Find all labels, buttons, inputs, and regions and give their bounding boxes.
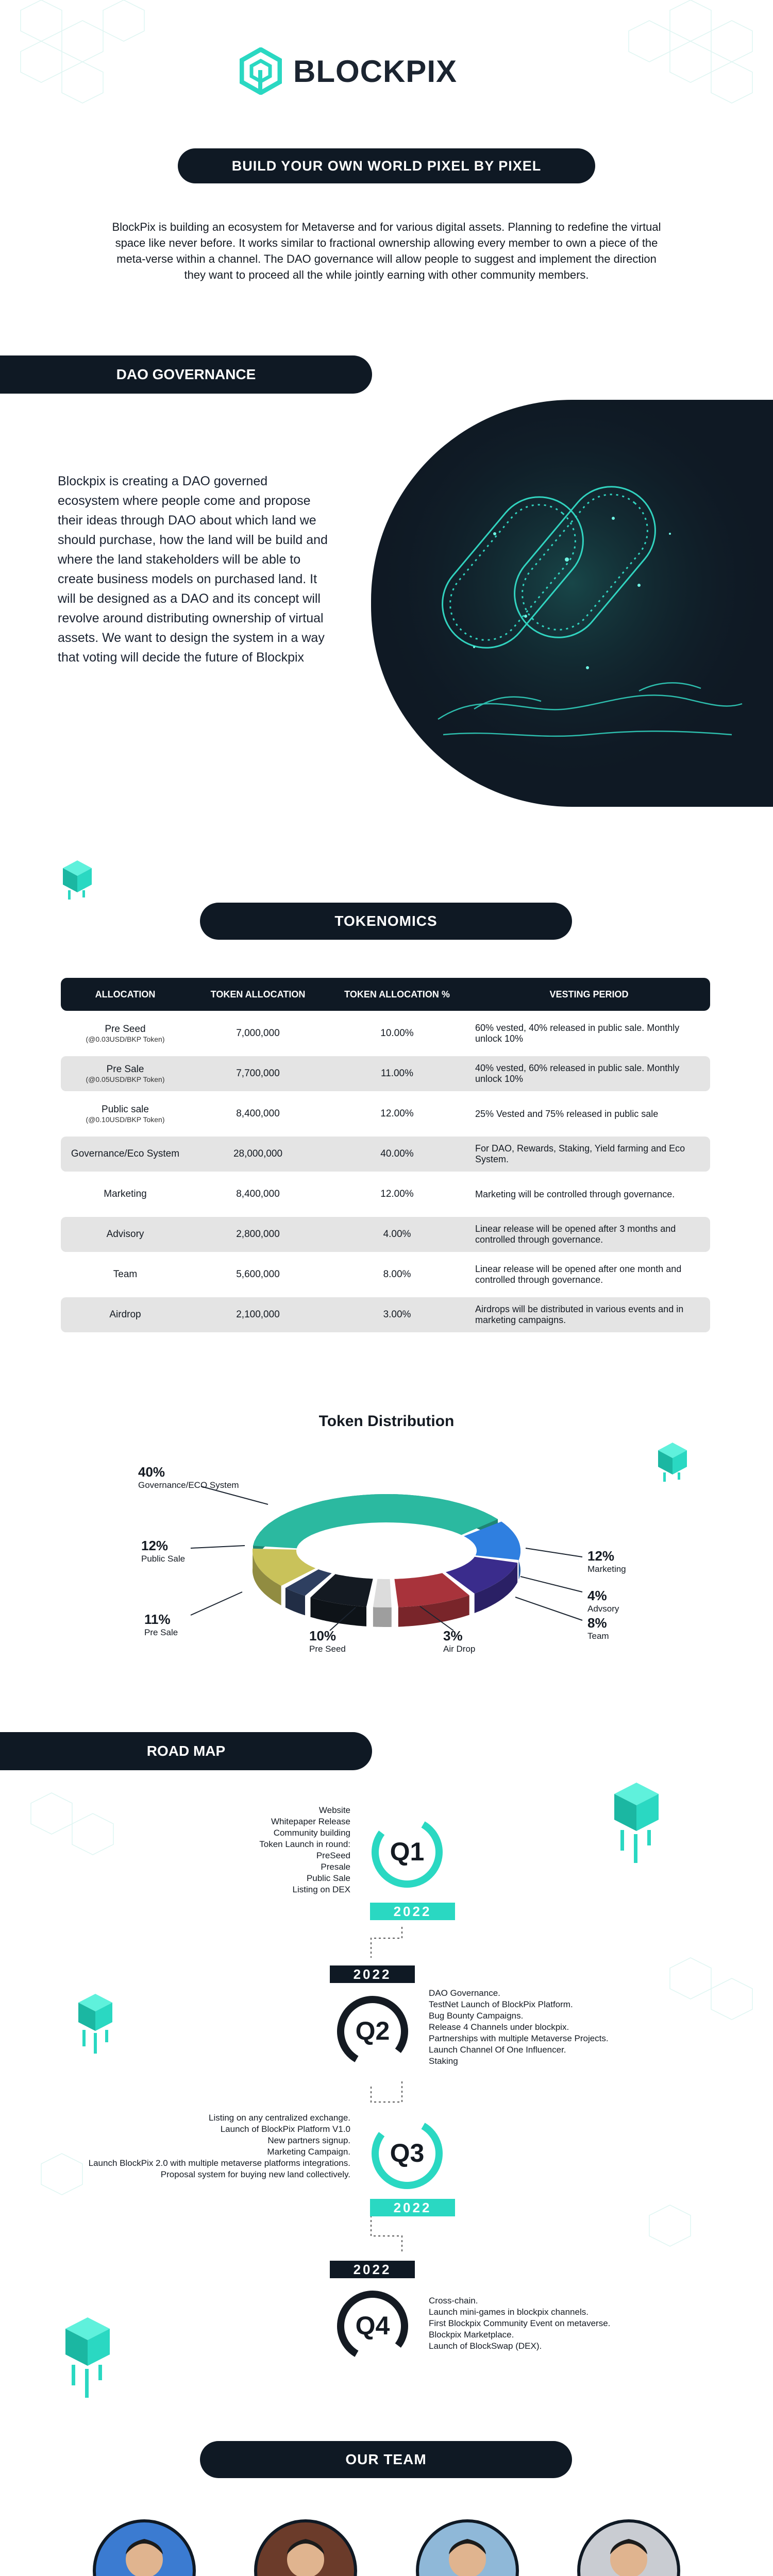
tokenomics-heading bbox=[200, 903, 572, 940]
cell-pct: 4.00% bbox=[326, 1217, 468, 1252]
roadmap-q4-badge bbox=[334, 2287, 411, 2365]
table-row bbox=[61, 1056, 710, 1091]
intro-line: they want to proceed all the while jointly earning with other community members. bbox=[184, 268, 589, 281]
cell-tokens: 8,400,000 bbox=[236, 1189, 280, 1199]
roadmap-item: First Blockpix Community Event on metaverse. bbox=[429, 2318, 611, 2328]
q2-year-text: 2022 bbox=[353, 1966, 392, 1982]
col-header-token-allocation: TOKEN ALLOCATION bbox=[190, 978, 326, 1011]
roadmap-q2-items bbox=[429, 1988, 645, 2067]
roadmap-item: Launch mini-games in blockpix channels. bbox=[429, 2307, 589, 2317]
cell-allocation bbox=[61, 1056, 190, 1091]
tagline-text: BUILD YOUR OWN WORLD PIXEL BY PIXEL bbox=[231, 158, 542, 174]
dao-heading-text: DAO GOVERNANCE bbox=[116, 366, 256, 382]
col-header-allocation: ALLOCATION bbox=[61, 978, 190, 1011]
tokenomics-table-wrap bbox=[61, 973, 710, 1337]
chart-category-label: Pre Seed bbox=[309, 1644, 346, 1654]
roadmap-item: Listing on DEX bbox=[292, 1885, 350, 1894]
cell-allocation bbox=[61, 1217, 190, 1252]
roadmap-q3-badge bbox=[368, 2115, 446, 2192]
cell-tokens: 8,400,000 bbox=[236, 1108, 280, 1119]
brand-logo[interactable] bbox=[240, 47, 457, 95]
dao-body-text: Blockpix is creating a DAO governed ecosystem where people come and propose their ideas through DAO about which land we should purchase, how the land will be build and where the land stakeholders will be able to create business models on purchased land. It will be designed as a DAO and its concept will revolve around distributing ownership of virtual assets. We want to design the system in a way that voting will decide the future of Blockpix bbox=[58, 474, 328, 665]
roadmap-heading-text: ROAD MAP bbox=[146, 1743, 226, 1759]
roadmap-item: Public Sale bbox=[306, 1873, 350, 1883]
roadmap-q4-items bbox=[429, 2295, 645, 2352]
cube-decoration-icon bbox=[62, 860, 93, 902]
roadmap-item: PreSeed bbox=[316, 1851, 350, 1860]
chart-label-advisory bbox=[587, 1588, 619, 1614]
intro-paragraph bbox=[31, 219, 742, 283]
cell-vesting: Linear release will be opened after one month and controlled through governance. bbox=[475, 1264, 682, 1285]
roadmap-q2-year bbox=[330, 1965, 415, 1983]
cell-pct: 3.00% bbox=[326, 1297, 468, 1332]
table-row bbox=[61, 1297, 710, 1332]
person-icon bbox=[96, 2522, 193, 2576]
allocation-name: Public sale bbox=[102, 1104, 149, 1115]
chart-category-label: Advsory bbox=[587, 1604, 619, 1614]
table-row bbox=[61, 1257, 710, 1292]
chart-label-airdrop bbox=[443, 1628, 475, 1654]
chart-label-pre-sale bbox=[144, 1612, 178, 1638]
avatar bbox=[254, 2519, 357, 2576]
chart-category-label: Governance/ECO System bbox=[138, 1480, 239, 1490]
chain-hand-illustration bbox=[371, 400, 773, 807]
allocation-name: Team bbox=[113, 1269, 138, 1280]
chart-category-label: Public Sale bbox=[141, 1554, 186, 1564]
cell-pct: 11.00% bbox=[326, 1056, 468, 1091]
cell-pct: 10.00% bbox=[380, 1028, 414, 1039]
roadmap-q4-year bbox=[330, 2261, 415, 2278]
pie-slice bbox=[373, 1579, 392, 1607]
cell-allocation bbox=[61, 1177, 190, 1212]
dao-governance-heading bbox=[0, 355, 372, 394]
table-row bbox=[61, 1096, 710, 1131]
allocation-price: (@0.05USD/BKP Token) bbox=[86, 1075, 165, 1083]
roadmap-item: Presale bbox=[321, 1862, 350, 1872]
pie-slice bbox=[253, 1494, 498, 1548]
allocation-price: (@0.10USD/BKP Token) bbox=[86, 1115, 165, 1124]
roadmap-q1-year bbox=[370, 1903, 455, 1920]
hex-pattern-left bbox=[0, 0, 196, 134]
q3-label: Q3 bbox=[390, 2139, 425, 2167]
allocation-name: Marketing bbox=[104, 1189, 147, 1199]
cell-pct: 12.00% bbox=[380, 1189, 414, 1199]
q2-label: Q2 bbox=[355, 2016, 390, 2045]
intro-line: space like never before. It works similar to fractional ownership allowing every member to own a piece of the bbox=[115, 236, 658, 249]
chart-data-label: 8% bbox=[587, 1615, 607, 1631]
brand-name: BLOCKPIX bbox=[293, 54, 458, 89]
roadmap-item: Proposal system for buying new land collectively. bbox=[160, 2170, 350, 2179]
cell-vesting: For DAO, Rewards, Staking, Yield farming and Eco System. bbox=[468, 1137, 710, 1172]
chart-data-label: 4% bbox=[587, 1588, 607, 1603]
chart-data-label: 12% bbox=[141, 1538, 169, 1553]
chart-label-marketing bbox=[587, 1548, 626, 1574]
table-row bbox=[61, 1137, 710, 1172]
chart-title: Token Distribution bbox=[318, 1413, 455, 1430]
cell-vesting: 40% vested, 60% released in public sale. Monthly unlock 10% bbox=[468, 1056, 710, 1091]
roadmap-q3-year bbox=[370, 2199, 455, 2216]
team-member-card bbox=[67, 2519, 222, 2576]
chart-leader-line bbox=[515, 1597, 582, 1620]
dao-description bbox=[58, 471, 328, 667]
cell-allocation bbox=[61, 1016, 190, 1051]
intro-line: meta-verse within a channel. The DAO governance will allow people to suggest and implement the direction bbox=[116, 252, 657, 265]
chart-label-pre-seed bbox=[309, 1628, 346, 1654]
cell-pct: 12.00% bbox=[380, 1108, 414, 1119]
col-header-vesting: VESTING PERIOD bbox=[468, 978, 710, 1011]
cell-tokens: 5,600,000 bbox=[236, 1269, 280, 1280]
cube-decoration-icon bbox=[77, 1994, 113, 2056]
roadmap-item: TestNet Launch of BlockPix Platform. bbox=[429, 1999, 573, 2009]
chart-category-label: Marketing bbox=[587, 1564, 626, 1574]
roadmap-item: Bug Bounty Campaigns. bbox=[429, 2011, 524, 2021]
tokenomics-table bbox=[61, 973, 710, 1337]
col-header-token-pct: TOKEN ALLOCATION % bbox=[326, 978, 468, 1011]
chart-category-label: Team bbox=[587, 1631, 609, 1641]
roadmap-item: Token Launch in round: bbox=[259, 1839, 350, 1849]
team-member-card bbox=[551, 2519, 706, 2576]
avatar bbox=[93, 2519, 196, 2576]
dao-illustration bbox=[371, 400, 773, 807]
cell-tokens: 28,000,000 bbox=[190, 1137, 326, 1172]
cell-allocation bbox=[61, 1297, 190, 1332]
cell-vesting: 60% vested, 40% released in public sale. Monthly unlock 10% bbox=[475, 1023, 680, 1044]
chart-label-team bbox=[587, 1615, 609, 1641]
chart-data-label: 3% bbox=[443, 1628, 463, 1643]
roadmap-item: Marketing Campaign. bbox=[267, 2147, 350, 2157]
chart-leader-line bbox=[520, 1577, 582, 1592]
chart-leader-line bbox=[526, 1548, 582, 1557]
roadmap-item: Website bbox=[318, 1805, 350, 1815]
cell-tokens: 2,800,000 bbox=[190, 1217, 326, 1252]
chart-label-governance bbox=[138, 1464, 239, 1490]
q4-year-text: 2022 bbox=[353, 2261, 392, 2277]
chart-label-public-sale bbox=[141, 1538, 185, 1564]
chart-data-label: 10% bbox=[309, 1628, 337, 1643]
q1-year-text: 2022 bbox=[393, 1903, 432, 1919]
roadmap-item: Whitepaper Release bbox=[271, 1817, 350, 1826]
roadmap-item: Launch BlockPix 2.0 with multiple metaverse platforms integrations. bbox=[88, 2158, 350, 2168]
chart-category-label: Air Drop bbox=[443, 1644, 476, 1654]
cell-pct: 8.00% bbox=[383, 1269, 411, 1280]
cell-vesting: Marketing will be controlled through governance. bbox=[475, 1189, 675, 1199]
person-icon bbox=[257, 2522, 354, 2576]
roadmap-q3-items bbox=[82, 2112, 350, 2180]
roadmap-item: Cross-chain. bbox=[429, 2296, 478, 2306]
cell-allocation bbox=[61, 1257, 190, 1292]
roadmap-item: Blockpix Marketplace. bbox=[429, 2330, 514, 2340]
q3-year-text: 2022 bbox=[393, 2199, 432, 2215]
cell-pct: 40.00% bbox=[326, 1137, 468, 1172]
chart-data-label: 12% bbox=[587, 1548, 615, 1564]
q1-label: Q1 bbox=[390, 1837, 425, 1866]
allocation-name: Pre Sale bbox=[106, 1064, 144, 1075]
q4-label: Q4 bbox=[355, 2311, 390, 2340]
team-members bbox=[67, 2519, 706, 2576]
roadmap-q1-badge bbox=[368, 1814, 446, 1891]
team-member-card bbox=[390, 2519, 545, 2576]
roadmap-item: Listing on any centralized exchange. bbox=[208, 2113, 350, 2123]
cell-vesting: Airdrops will be distributed in various events and in marketing campaigns. bbox=[468, 1297, 710, 1332]
roadmap-item: Launch of BlockSwap (DEX). bbox=[429, 2341, 542, 2351]
cube-decoration-icon bbox=[613, 1783, 660, 1865]
tokenomics-heading-text: TOKENOMICS bbox=[334, 913, 438, 929]
roadmap-item: DAO Governance. bbox=[429, 1988, 500, 1998]
allocation-name: Pre Seed bbox=[105, 1024, 146, 1035]
roadmap-item: Community building bbox=[273, 1828, 350, 1838]
hex-pattern-right bbox=[577, 0, 773, 134]
person-icon bbox=[580, 2522, 677, 2576]
roadmap-item: Staking bbox=[429, 2056, 458, 2066]
person-icon bbox=[419, 2522, 516, 2576]
pie-slice-side bbox=[373, 1607, 392, 1627]
roadmap-item: Partnerships with multiple Metaverse Projects. bbox=[429, 2033, 609, 2043]
cell-vesting: Linear release will be opened after 3 months and controlled through governance. bbox=[468, 1217, 710, 1252]
allocation-price: (@0.03USD/BKP Token) bbox=[86, 1035, 165, 1043]
cube-decoration-icon bbox=[64, 2317, 111, 2400]
blockpix-logo-icon bbox=[240, 47, 282, 95]
token-distribution-chart bbox=[0, 1443, 773, 1680]
table-row bbox=[61, 1016, 710, 1051]
roadmap-item: Launch Channel Of One Influencer. bbox=[429, 2045, 566, 2055]
allocation-name: Governance/Eco System bbox=[71, 1148, 180, 1159]
cell-vesting: 25% Vested and 75% released in public sale bbox=[475, 1108, 659, 1119]
cell-tokens: 7,700,000 bbox=[190, 1056, 326, 1091]
tagline-banner bbox=[178, 148, 595, 183]
team-heading bbox=[200, 2441, 572, 2478]
roadmap-item: Launch of BlockPix Platform V1.0 bbox=[220, 2124, 350, 2134]
roadmap-q1-items bbox=[216, 1805, 350, 1895]
cell-tokens: 2,100,000 bbox=[190, 1297, 326, 1332]
table-row bbox=[61, 1217, 710, 1252]
allocation-name: Airdrop bbox=[109, 1309, 141, 1320]
intro-line: BlockPix is building an ecosystem for Metaverse and for various digital assets. Planning to redefine the virtual bbox=[112, 221, 661, 233]
chart-data-label: 40% bbox=[138, 1464, 165, 1480]
allocation-name: Advisory bbox=[106, 1229, 144, 1240]
roadmap-item: New partners signup. bbox=[267, 2136, 350, 2145]
team-heading-text: OUR TEAM bbox=[345, 2451, 427, 2467]
cell-allocation bbox=[61, 1096, 190, 1131]
avatar bbox=[577, 2519, 680, 2576]
chart-category-label: Pre Sale bbox=[144, 1628, 178, 1637]
table-header-row bbox=[61, 978, 710, 1011]
avatar bbox=[416, 2519, 519, 2576]
chart-data-label: 11% bbox=[144, 1612, 171, 1627]
team-member-card bbox=[228, 2519, 383, 2576]
roadmap-heading bbox=[0, 1732, 372, 1770]
table-row bbox=[61, 1177, 710, 1212]
cell-tokens: 7,000,000 bbox=[236, 1028, 280, 1039]
chart-leader-line bbox=[191, 1546, 245, 1548]
chart-leader-line bbox=[191, 1592, 242, 1615]
cell-allocation bbox=[61, 1137, 190, 1172]
roadmap-item: Release 4 Channels under blockpix. bbox=[429, 2022, 569, 2032]
roadmap-q2-badge bbox=[334, 1993, 411, 2070]
